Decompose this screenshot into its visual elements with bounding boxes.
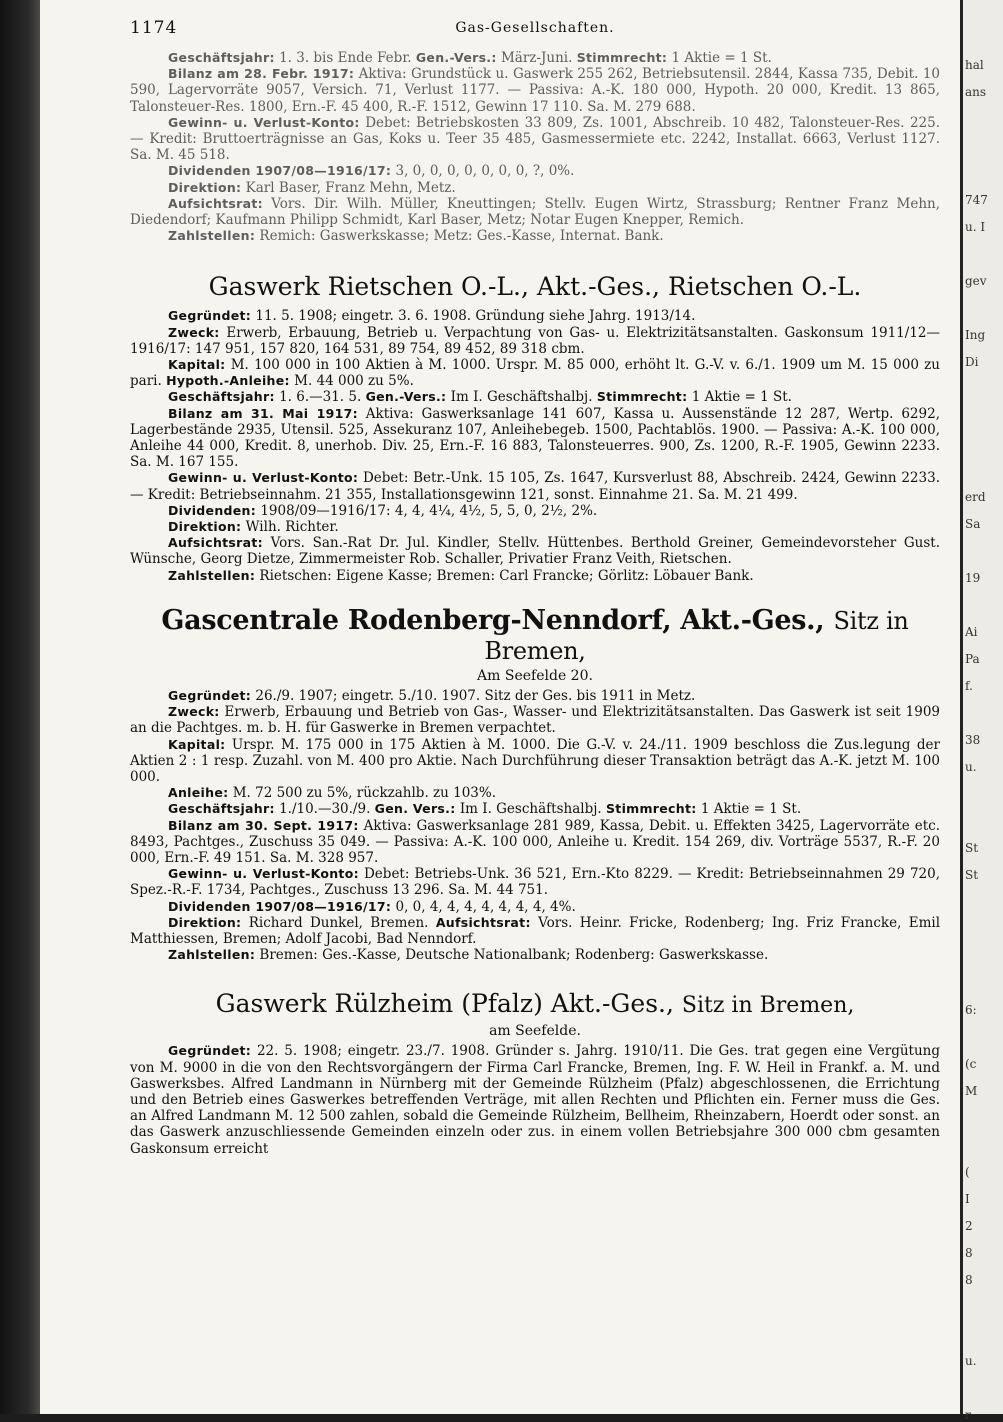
field-label: Gen. Vers.:	[374, 801, 456, 817]
edge-fragment: Ai	[965, 625, 978, 639]
entry-paragraph	[130, 947, 940, 963]
field-label: Geschäftsjahr:	[168, 50, 275, 65]
edge-fragment: u.	[965, 760, 977, 774]
edge-fragment: 6:	[965, 1003, 977, 1017]
edge-fragment: 747	[965, 193, 988, 207]
field-label: Kapital:	[168, 357, 226, 373]
company-seat: Sitz in Bremen,	[484, 606, 909, 665]
company-address: Am Seefelde 20.	[477, 667, 593, 684]
field-label: Gen.-Vers.:	[415, 50, 497, 65]
field-value: 11. 5. 1908; eingetr. 3. 6. 1908. Gründung siehe Jahrg. 1913/14.	[255, 308, 696, 325]
field-value: 0, 0, 4, 4, 4, 4, 4, 4, 4, 4%.	[395, 898, 576, 915]
entry-paragraph	[130, 163, 940, 179]
field-value: 1. 6.—31. 5.	[279, 389, 362, 406]
entry-paragraph	[130, 228, 940, 244]
field-label: Gewinn- u. Verlust-Konto:	[168, 866, 359, 882]
field-value: M. 72 500 zu 5%, rückzahlb. zu 103%.	[232, 785, 497, 802]
edge-fragment: f.	[965, 679, 973, 693]
field-label: Anleihe:	[168, 785, 229, 801]
company-seat: Sitz in Bremen,	[681, 993, 855, 1019]
field-label: Zahlstellen:	[168, 947, 256, 963]
page-header	[130, 14, 940, 50]
entry-paragraph	[130, 66, 940, 115]
entry-rietschen	[130, 308, 940, 583]
entry-paragraph	[130, 180, 940, 196]
field-value: Vors. Heinr. Fricke, Rodenberg; Ing. Friz Francke, Emil Matthiessen, Bremen; Adolf Jacobi, Bad Nenndorf.	[130, 914, 941, 947]
entry-paragraph	[130, 899, 940, 915]
entry-paragraph	[130, 801, 940, 817]
edge-fragment: u. I	[965, 220, 986, 234]
field-value: Erwerb, Erbauung und Betrieb von Gas-, Wasser- und Elektrizitätsanstalten. Das Gaswerk ist seit 1909 an die Pachtges. m. b. H. für Gaswerke in Bremen verpachtet.	[130, 704, 940, 737]
field-value: Erwerb, Erbauung, Betrieb u. Verpachtung von Gas- u. Elektrizitätsanstalten. Gaskonsum 1911/12—1916/17: 147 951, 157 820, 164 531, 89 754, 89 452, 89 318 cbm.	[130, 324, 940, 357]
edge-fragment: 8	[965, 1273, 973, 1287]
entry-paragraph	[130, 325, 940, 357]
field-value: 1 Aktie = 1 St.	[691, 389, 792, 406]
field-label: Direktion:	[168, 519, 242, 535]
edge-fragment: Ing	[965, 328, 986, 342]
field-value: 26./9. 1907; eingetr. 5./10. 1907. Sitz der Ges. bis 1911 in Metz.	[255, 687, 696, 704]
company-name: Gaswerk Rülzheim (Pfalz) Akt.-Ges.,	[215, 989, 674, 1019]
field-label: Aufsichtsrat:	[168, 195, 263, 211]
entry-paragraph	[130, 785, 940, 801]
entry-paragraph	[130, 115, 940, 164]
edge-fragment: M	[965, 1084, 978, 1098]
field-value: 1908/09—1916/17: 4, 4, 4¼, 4½, 5, 5, 0, 2½, 2%.	[260, 502, 598, 519]
field-value: Rietschen: Eigene Kasse; Bremen: Carl Francke; Görlitz: Löbauer Bank.	[259, 567, 754, 584]
field-label: Direktion:	[168, 179, 242, 195]
edge-fragment: erd	[965, 490, 986, 504]
entry-paragraph	[130, 568, 940, 584]
entry-paragraph	[130, 1043, 940, 1156]
field-value: Im I. Geschäftshalbj.	[459, 801, 602, 818]
entry-paragraph	[130, 519, 940, 535]
field-value: 3, 0, 0, 0, 0, 0, 0, 0, ?, 0%.	[395, 163, 575, 180]
field-value: Bremen: Ges.-Kasse, Deutsche Nationalbank; Rodenberg: Gaswerkskasse.	[259, 947, 769, 964]
page-number: 1174	[130, 18, 178, 38]
entry-paragraph	[130, 915, 940, 947]
field-label: Dividenden 1907/08—1916/17:	[168, 163, 392, 179]
entry-rodenberg	[130, 688, 940, 963]
entry-paragraph	[130, 308, 940, 324]
field-label: Aufsichtsrat:	[435, 914, 531, 930]
edge-fragment: (c	[965, 1057, 977, 1071]
edge-fragment: gev	[965, 274, 987, 288]
field-value: Remich: Gaswerkskasse; Metz: Ges.-Kasse, Internat. Bank.	[259, 228, 664, 245]
field-label: Gegründet:	[168, 308, 252, 324]
document-page	[40, 0, 960, 1414]
field-value: M. 100 000 in 100 Aktien à M. 1000. Urspr. M. 85 000, erhöht lt. G.-V. v. 6./1. 1909 um M. 15 000 zu pari.	[130, 357, 940, 390]
entry-paragraph	[130, 503, 940, 519]
adjacent-page-edge	[960, 0, 1003, 1422]
edge-fragment: 2	[965, 1219, 973, 1233]
entry-paragraph	[130, 406, 940, 471]
entry-paragraph	[130, 818, 940, 867]
entry-paragraph	[130, 737, 940, 786]
field-value: Aktiva: Grundstück u. Gaswerk 255 262, Betriebsutensil. 2844, Kassa 735, Debit. 10 590, Lagervorräte 9057, Versich. 71, Verlust 1177. — Passiva: A.-K. 180 000, Hypoth. 20 000, Kredit. 13 865, Talonsteuer-Res. 1800, Ern.-F. 45 400, R.-F. 1512, Gewinn 17 110. Sa. M. 279 688.	[130, 66, 940, 115]
field-value: Aktiva: Gaswerksanlage 281 989, Kassa, Debit. u. Effekten 3425, Lagervorräte etc. 8493, Pachtges., Zuschuss 35 049. — Passiva: A.-K. 100 000, Anleihe u. Kredit. 154 269, div. Vorträge 5537, R.-F. 20 000, Ern.-F. 49 151. Sa. M. 328 957.	[130, 817, 940, 866]
field-label: Direktion:	[168, 914, 242, 930]
field-value: 1./10.—30./9.	[279, 801, 371, 818]
company-name: Gascentrale Rodenberg-Nenndorf, Akt.-Ges.,	[161, 604, 825, 636]
field-value: M. 44 000 zu 5%.	[294, 373, 414, 390]
edge-fragment: I	[965, 1192, 970, 1206]
book-binding-edge	[0, 0, 40, 1414]
edge-fragment: ans	[965, 85, 987, 99]
field-value: Wilh. Richter.	[245, 519, 339, 536]
edge-fragment: 19	[965, 571, 981, 585]
entry-paragraph	[130, 196, 940, 228]
field-value: Aktiva: Gaswerksanlage 141 607, Kassa u. Aussenstände 12 287, Wertp. 6292, Lagerbestände 2935, Utensil. 525, Assekuranz 107, Anleihebegeb. 1500, Pachtablös. 1900. — Passiva: A.-K. 100 000, Anleihe 44 000, Kredit. 8, unerhob. Div. 25, Ern.-F. 16 883, Talonsteuerres. 900, Zs. 1200, R.-F. 1905, Gewinn 2233. Sa. M. 167 155.	[130, 405, 940, 471]
field-value: Debet: Betr.-Unk. 15 105, Zs. 1647, Kursverlust 88, Abschreib. 2424, Gewinn 2233. — Kredit: Betriebseinnahm. 21 355, Installationsgewinn 121, sonst. Einnahme 21. Sa. M. 21 499.	[130, 470, 940, 503]
company-title-rodenberg	[130, 606, 940, 666]
field-label: Gen.-Vers.:	[365, 389, 447, 405]
edge-fragment: Sa	[965, 517, 981, 531]
edge-fragment: r	[965, 1408, 971, 1422]
field-label: Geschäftsjahr:	[168, 389, 275, 405]
field-label: Kapital:	[168, 736, 226, 752]
field-value: 1 Aktie = 1 St.	[671, 50, 772, 66]
entry-paragraph	[130, 50, 940, 66]
entry-paragraph	[130, 357, 940, 389]
field-value: März-Juni.	[500, 50, 573, 66]
field-value: Richard Dunkel, Bremen.	[248, 914, 429, 931]
field-label: Gegründet:	[168, 687, 252, 703]
edge-fragment: 38	[965, 733, 981, 747]
edge-fragment: (	[965, 1165, 970, 1179]
edge-fragment: St	[965, 868, 979, 882]
field-value: Urspr. M. 175 000 in 175 Aktien à M. 1000. Die G.-V. v. 24./11. 1909 beschloss die Zus.legung der Aktien 2 : 1 resp. Zuzahl. von M. 400 pro Aktie. Nach Durchführung dieser Transaktion beträgt das A.-K. jetzt M. 100 000.	[130, 736, 940, 785]
company-title-rietschen: Gaswerk Rietschen O.-L., Akt.-Ges., Rietschen O.-L.	[208, 272, 862, 302]
field-label: Bilanz am 30. Sept. 1917:	[168, 817, 359, 833]
field-label: Hypoth.-Anleihe:	[166, 373, 290, 389]
field-label: Zweck:	[168, 324, 220, 340]
field-value: Debet: Betriebs-Unk. 36 521, Ern.-Kto 8229. — Kredit: Betriebseinnahmen 29 720, Spez.-R.-F. 1734, Pachtges., Zuschuss 13 296. Sa. M. 44 751.	[130, 866, 941, 899]
edge-fragment: Pa	[965, 652, 980, 666]
field-value: 1 Aktie = 1 St.	[700, 801, 802, 818]
field-label: Stimmrecht:	[606, 801, 697, 817]
entry-paragraph	[130, 470, 940, 502]
field-label: Dividenden:	[168, 502, 257, 518]
field-value: 1. 3. bis Ende Febr.	[279, 50, 412, 66]
edge-fragment: u.	[965, 1354, 977, 1368]
field-value: Vors. San.-Rat Dr. Jul. Kindler, Stellv. Hüttenbes. Berthold Greiner, Gemeindevorsteher Gust. Wünsche, Georg Dietze, Zimmermeister Rob. Schaller, Privatier Franz Veith, Rietschen.	[130, 535, 940, 568]
field-label: Stimmrecht:	[596, 389, 688, 405]
field-label: Dividenden 1907/08—1916/17:	[168, 898, 392, 914]
running-title: Gas-Gesellschaften.	[455, 20, 615, 36]
field-label: Zweck:	[168, 704, 220, 720]
edge-fragment: hal	[965, 58, 984, 72]
field-value: Karl Baser, Franz Mehn, Metz.	[245, 179, 456, 196]
entry-ruelzheim	[130, 1043, 940, 1156]
field-value: Vors. Dir. Wilh. Müller, Kneuttingen; Stellv. Eugen Wirtz, Strassburg; Rentner Franz Mehn, Diedendorf; Kaufmann Philipp Schmidt, Karl Baser, Metz; Notar Eugen Knepper, Remich.	[130, 195, 940, 229]
field-label: Bilanz am 31. Mai 1917:	[168, 405, 358, 421]
entry-paragraph	[130, 535, 940, 567]
field-label: Bilanz am 28. Febr. 1917:	[168, 66, 355, 82]
field-value: Im I. Geschäftshalbj.	[450, 389, 593, 406]
edge-fragment: 8	[965, 1246, 973, 1260]
entry-paragraph	[130, 866, 940, 898]
field-label: Geschäftsjahr:	[168, 801, 275, 817]
edge-fragment: Di	[965, 355, 979, 369]
entry-previous-company	[130, 50, 940, 244]
field-label: Zahlstellen:	[168, 567, 256, 583]
field-label: Aufsichtsrat:	[168, 535, 263, 551]
company-title-ruelzheim	[130, 989, 940, 1021]
field-label: Stimmrecht:	[576, 50, 668, 65]
field-label: Gewinn- u. Verlust-Konto:	[168, 470, 359, 486]
field-label: Gewinn- u. Verlust-Konto:	[168, 114, 360, 130]
entry-paragraph	[130, 704, 940, 736]
field-value: Debet: Betriebskosten 33 809, Zs. 1001, Abschreib. 10 482, Talonsteuer-Res. 225. — Kredit: Bruttoerträgnisse an Gas, Koks u. Teer 35 485, Gasmessermiete etc. 2242, Installat. 6663, Verlust 1127. Sa. M. 45 518.	[130, 114, 941, 164]
field-label: Zahlstellen:	[168, 228, 256, 244]
company-address: am Seefelde.	[489, 1023, 581, 1040]
edge-fragment: St	[965, 841, 979, 855]
field-label: Gegründet:	[168, 1043, 252, 1059]
entry-paragraph	[130, 389, 940, 405]
entry-paragraph	[130, 688, 940, 704]
page-content	[130, 14, 940, 1157]
field-value: 22. 5. 1908; eingetr. 23./7. 1908. Gründer s. Jahrg. 1910/11. Die Ges. trat gegen eine Vergütung von M. 9000 in die von den Rechtsvorgängern der Firma Carl Francke, Bremen, Ing. F. W. Heil in Frankf. a. M. und Gaswerksbes. Alfred Landmann in Nürnberg mit der Gemeinde Rülzheim (Pfalz) abgeschlossenen, die Errichtung und den Betrieb eines Gaswerkes betreffenden Verträge, mit allen Rechten und Pflichten ein. Ferner muss die Ges. an Alfred Landmann M. 12 500 zahlen, sobald die Gemeinde Rülzheim, Bellheim, Rheinzabern, Hoerdt oder sonst. an das Gaswerk anzuschliessende Gemeinden einzeln oder zus. in einem vollen Betriebsjahre 300 000 cbm gesamten Gaskonsum erreicht	[130, 1043, 940, 1157]
